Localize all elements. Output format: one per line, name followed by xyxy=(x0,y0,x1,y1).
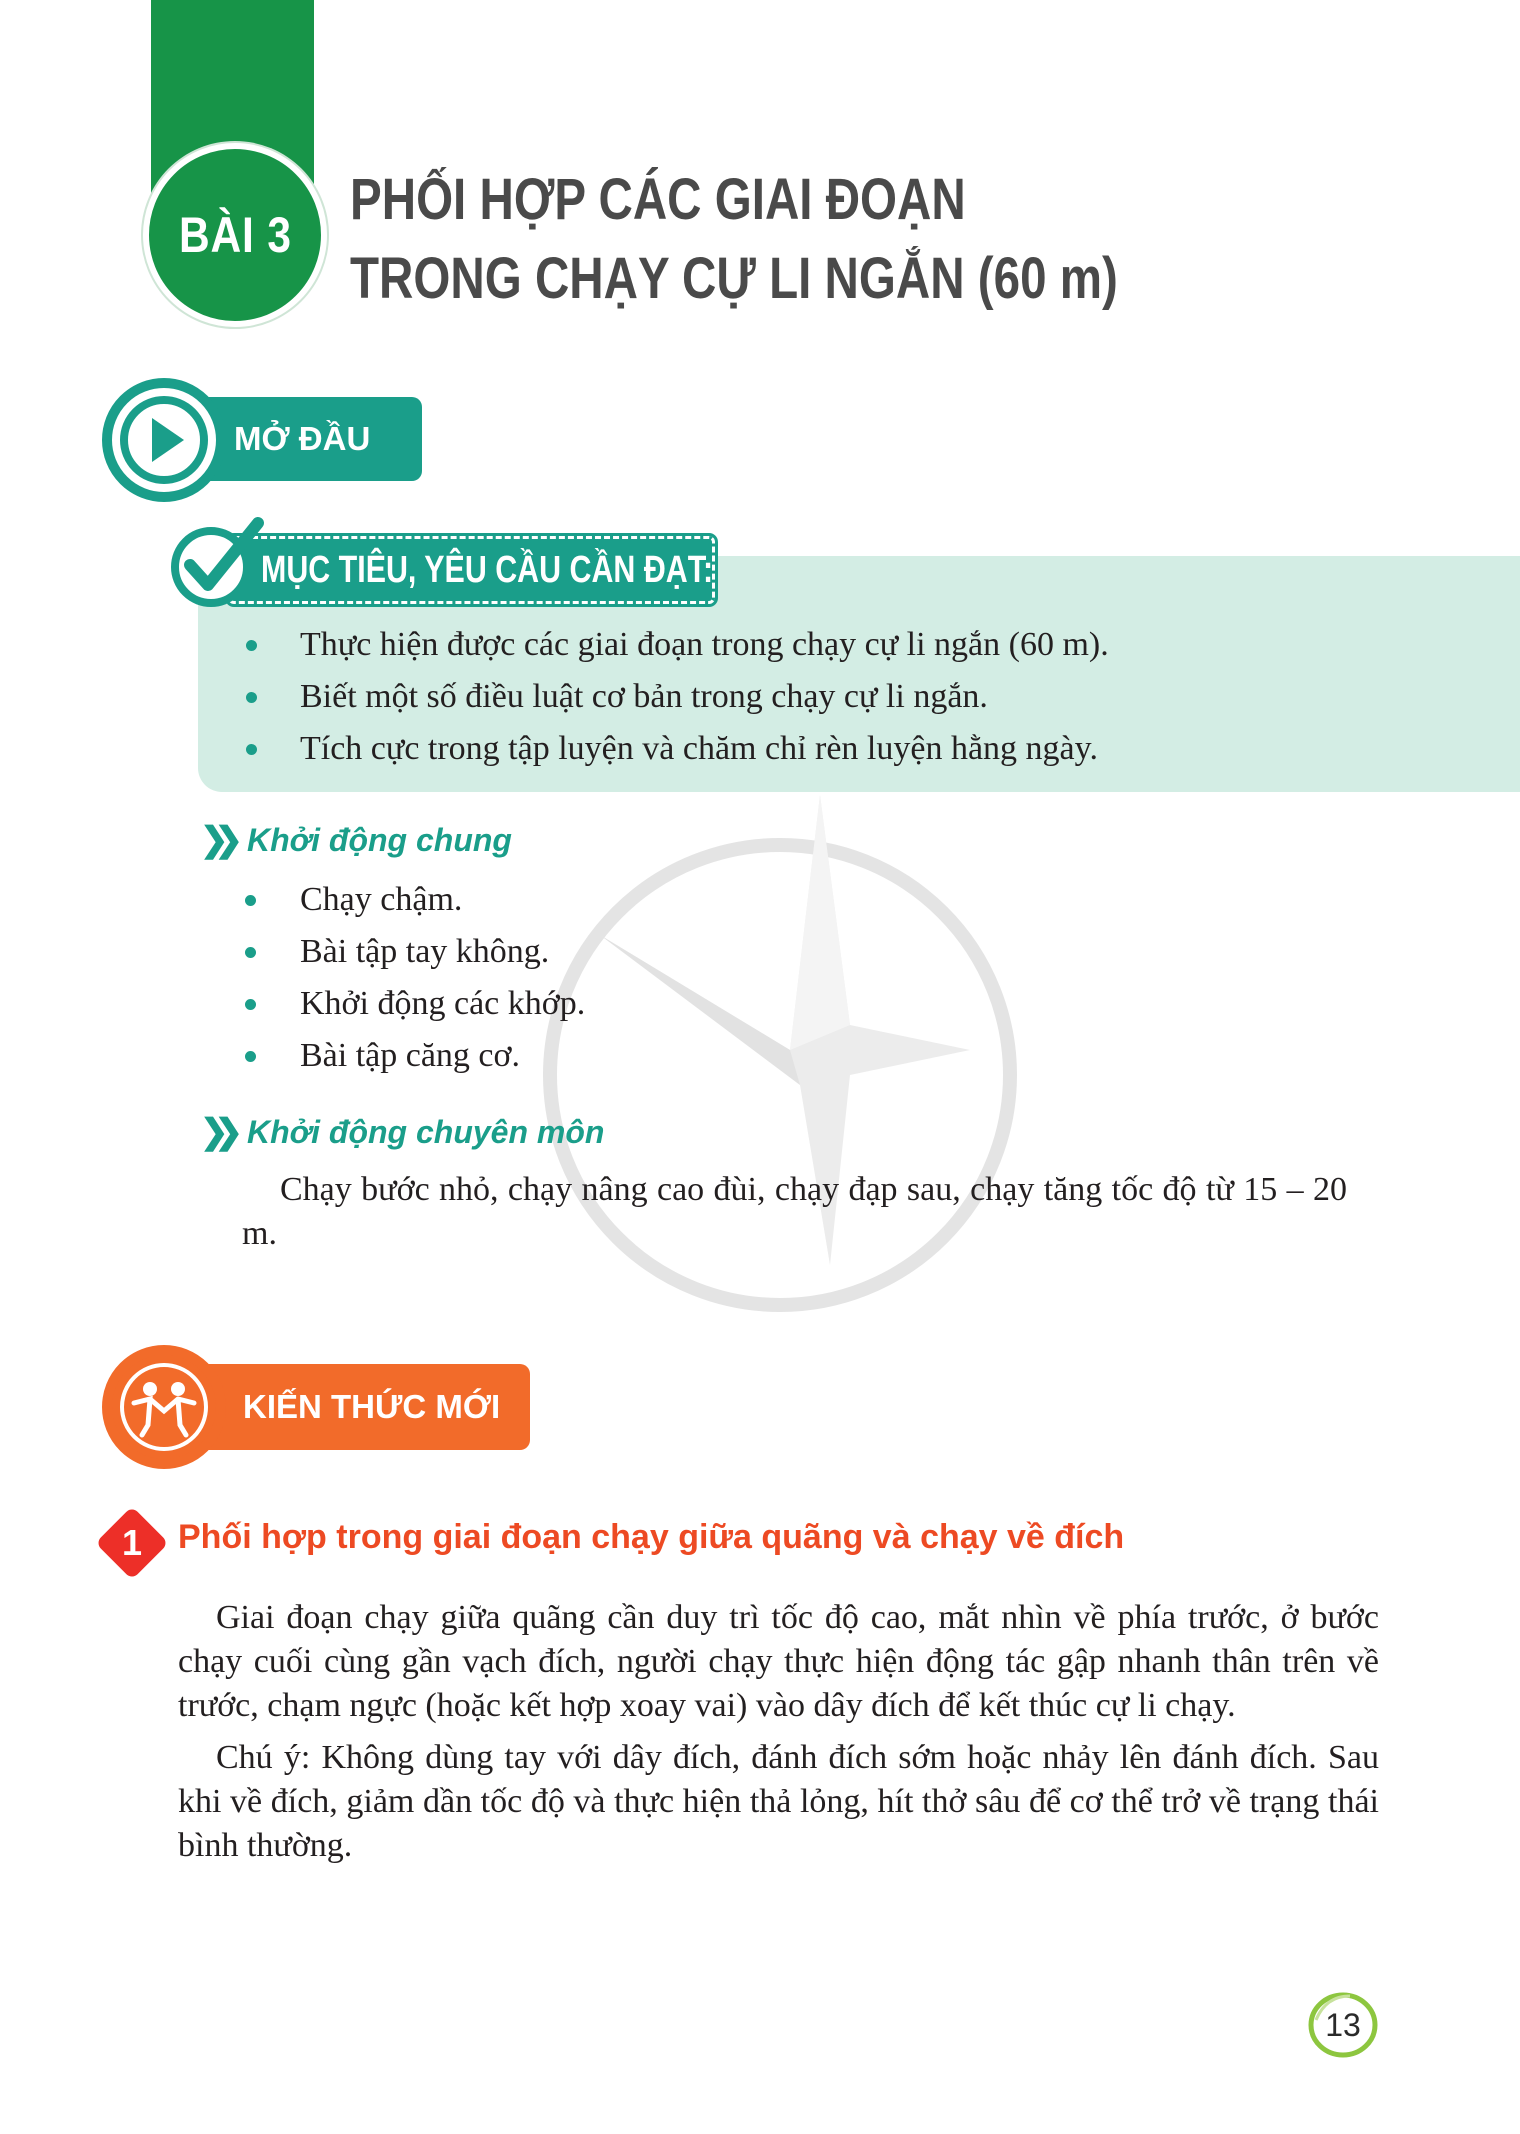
intro-banner-label: MỞ ĐẦU xyxy=(234,420,371,457)
list-item: Thực hiện được các giai đoạn trong chạy cự li ngắn (60 m). xyxy=(245,619,1109,671)
lesson-title-line-1: PHỐI HỢP CÁC GIAI ĐOẠN xyxy=(350,167,966,232)
section-paragraph-1: Giai đoạn chạy giữa quãng cần duy trì tốc độ cao, mắt nhìn về phía trước, ở bước chạy cuối cùng gần vạch đích, người chạy thực hiện động tác gập nhanh thân trên về trước, chạm ngực (hoặc kết hợp xoay vai) vào dây đích để kết thúc cự li chạy. xyxy=(178,1599,1379,1724)
section-number: 1 xyxy=(121,1522,143,1563)
general-warmup-list xyxy=(245,874,585,1082)
double-chevron-icon: ❯❯ xyxy=(200,1113,229,1151)
lesson-title-line-2: TRONG CHẠY CỰ LI NGẮN (60 m) xyxy=(350,246,1118,311)
objectives-list xyxy=(245,619,1109,775)
list-item: Bài tập tay không. xyxy=(245,926,585,978)
double-chevron-icon: ❯❯ xyxy=(200,821,229,859)
lesson-number: BÀI 3 xyxy=(178,207,292,263)
list-item: Tích cực trong tập luyện và chăm chỉ rèn luyện hằng ngày. xyxy=(245,723,1109,775)
list-item: Bài tập căng cơ. xyxy=(245,1030,585,1082)
section-paragraph-2: Chú ý: Không dùng tay với dây đích, đánh đích sớm hoặc nhảy lên đánh đích. Sau khi về đích, giảm dần tốc độ và thực hiện thả lỏng, hít thở sâu để cơ thể trở về trạng thái bình thường. xyxy=(178,1739,1379,1864)
list-item: Biết một số điều luật cơ bản trong chạy cự li ngắn. xyxy=(245,671,1109,723)
checkmark-icon xyxy=(166,515,266,610)
list-item: Khởi động các khớp. xyxy=(245,978,585,1030)
page-number: 13 xyxy=(1325,2006,1361,2043)
list-item: Chạy chậm. xyxy=(245,874,585,926)
general-warmup-heading: ❯❯ Khởi động chung xyxy=(200,821,512,859)
new-knowledge-label: KIẾN THỨC MỚI xyxy=(243,1388,501,1425)
special-warmup-text: Chạy bước nhỏ, chạy nâng cao đùi, chạy đạp sau, chạy tăng tốc độ từ 15 – 20 m. xyxy=(242,1171,1347,1252)
objectives-title: MỤC TIÊU, YÊU CẦU CẦN ĐẠT: xyxy=(228,536,715,604)
special-warmup-heading: ❯❯ Khởi động chuyên môn xyxy=(200,1113,605,1151)
knowledge-icon xyxy=(102,1345,226,1469)
play-icon xyxy=(102,378,226,502)
section-title: Phối hợp trong giai đoạn chạy giữa quãng và chạy về đích xyxy=(178,1518,1125,1556)
lesson-badge xyxy=(143,143,327,327)
